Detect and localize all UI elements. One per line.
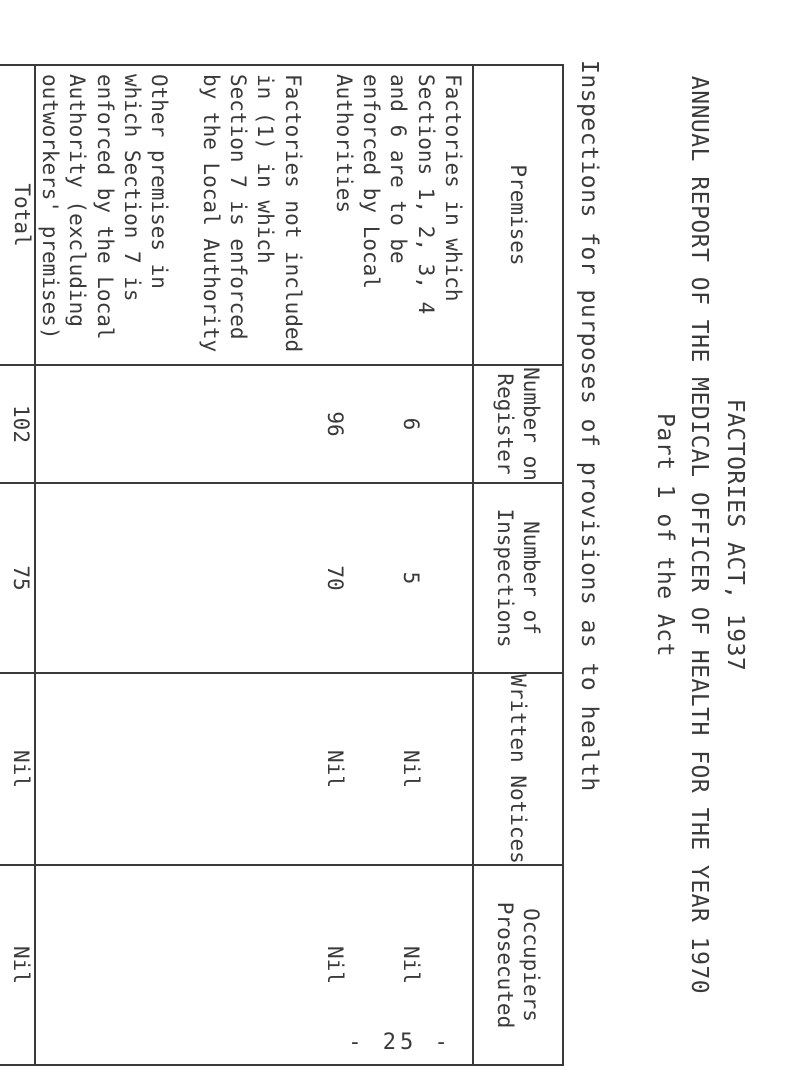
premises-row-3: Other premises in which Section 7 is enforced by the Local Authority (excluding outworkers' premises) (38, 74, 172, 340)
column-header-premises: Premises (473, 65, 563, 365)
register-value-2: 96 (323, 411, 347, 437)
inspections-value-2: 70 (323, 565, 347, 591)
report-part: Part 1 of the Act (652, 413, 678, 657)
report-subtitle: Inspections for purposes of provisions as to health (576, 60, 602, 792)
total-register: 102 (0, 365, 35, 483)
column-header-prosecuted: Occupiers Prosecuted (473, 865, 563, 1065)
page-number: - 25 - (348, 1030, 452, 1055)
inspections-table (0, 64, 564, 1066)
total-prosecuted: Nil (0, 865, 35, 1065)
premises-cell (35, 65, 473, 365)
inspections-cell (35, 483, 473, 673)
column-header-inspections: Number of Inspections (473, 483, 563, 673)
table-header-row (473, 65, 563, 1065)
register-value-1: 6 (399, 417, 423, 431)
notices-value-3 (196, 674, 272, 864)
table-total-row (0, 65, 35, 1065)
column-header-notices: Written Notices (473, 673, 563, 865)
report-title-act: FACTORIES ACT, 1937 (722, 398, 748, 672)
table-body-row (35, 65, 473, 1065)
notices-value-1: Nil (399, 750, 423, 788)
prosecuted-value-1: Nil (399, 946, 423, 984)
register-value-3 (196, 366, 272, 482)
total-notices: Nil (0, 673, 35, 865)
notices-cell (35, 673, 473, 865)
total-label: Total (0, 65, 35, 365)
premises-row-1: Factories in which Sections 1, 2, 3, 4 and 6 are to be enforced by Local Authorities (331, 74, 465, 315)
register-cell (35, 365, 473, 483)
notices-value-2: Nil (323, 750, 347, 788)
prosecuted-value-2: Nil (323, 946, 347, 984)
column-header-register: Number on Register (473, 365, 563, 483)
total-inspections: 75 (0, 483, 35, 673)
inspections-value-3 (196, 484, 272, 672)
inspections-value-1: 5 (399, 571, 423, 585)
prosecuted-value-3 (196, 866, 272, 1064)
report-title: ANNUAL REPORT OF THE MEDICAL OFFICER OF HEALTH FOR THE YEAR 1970 (686, 75, 712, 995)
premises-row-2: Factories not included in (1) in which Section 7 is enforced by the Local Authority (198, 74, 305, 353)
